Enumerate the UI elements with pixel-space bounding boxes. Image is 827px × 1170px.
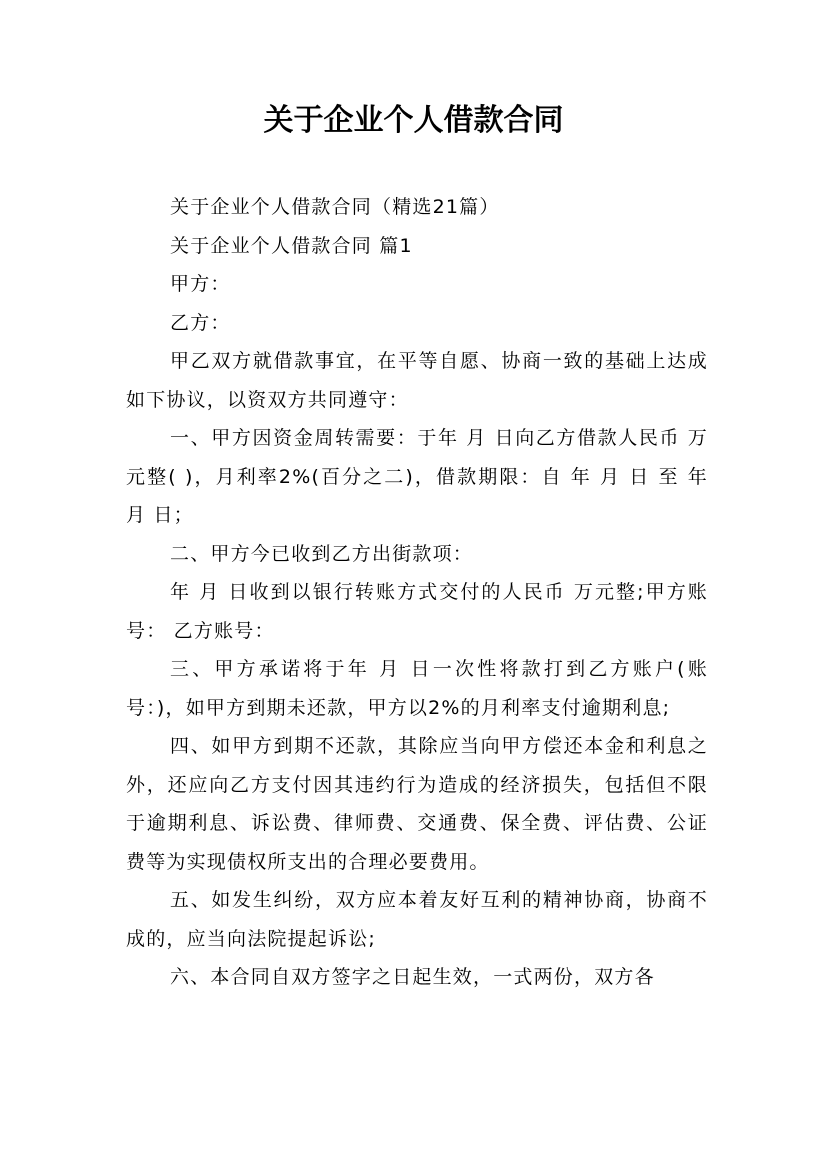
paragraph-section-heading: 关于企业个人借款合同 篇1 (170, 234, 413, 257)
paragraph-clause-2-detail: 年 月 日收到以银行转账方式交付的人民币 万元整;甲方账号： 乙方账号： (126, 581, 708, 642)
paragraph-party-a: 甲方： (170, 273, 231, 295)
paragraph-agreement-intro: 甲乙双方就借款事宜，在平等自愿、协商一致的基础上达成如下协议，以资双方共同遵守： (126, 350, 708, 411)
paragraph-party-b: 乙方： (170, 311, 231, 334)
paragraph-clause-5: 五、如发生纠纷，双方应本着友好互利的精神协商，协商不成的，应当向法院提起诉讼; (126, 889, 708, 950)
document-title: 关于企业个人借款合同 (263, 103, 564, 138)
paragraph-clause-2: 二、甲方今已收到乙方出街款项： (170, 542, 474, 565)
paragraph-subtitle: 关于企业个人借款合同（精选21篇） (170, 196, 500, 218)
paragraph-clause-3: 三、甲方承诺将于年 月 日一次性将款打到乙方账户(账号：)，如甲方到期未还款，甲方以2%的月利率支付逾期利息; (126, 658, 708, 719)
paragraph-clause-4: 四、如甲方到期不还款，其除应当向甲方偿还本金和利息之外，还应向乙方支付因其违约行为造成的经济损失，包括但不限于逾期利息、诉讼费、律师费、交通费、保全费、评估费、公证费等为实现债权所支出的合理必要费用。 (126, 735, 708, 873)
document-body (126, 188, 708, 997)
paragraph-clause-1: 一、甲方因资金周转需要：于年 月 日向乙方借款人民币 万元整( )，月利率2%(百分之二)，借款期限：自 年 月 日 至 年 月 日； (126, 427, 708, 526)
paragraph-clause-6: 六、本合同自双方签字之日起生效，一式两份，双方各 (170, 966, 655, 988)
